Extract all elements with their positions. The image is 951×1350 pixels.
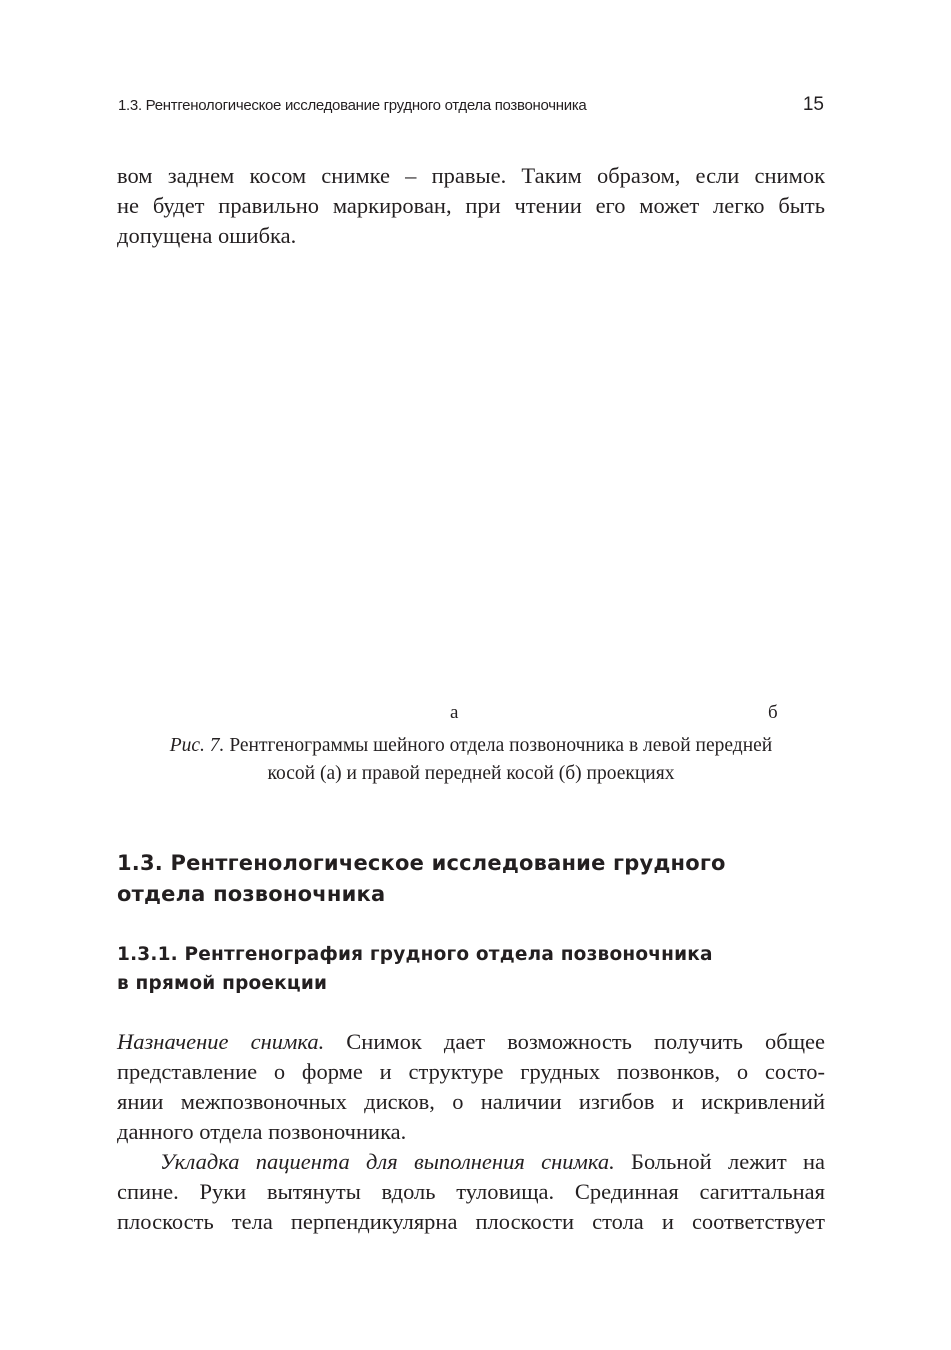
paragraph-line: плоскость тела перпендикулярна плоскости стола и соответствует [117,1209,825,1234]
paragraph-line [117,1147,825,1177]
section-heading [117,848,825,910]
purpose-lead: Назначение снимка. [117,1029,325,1054]
figure-image-area [117,262,825,692]
figure-caption-prefix: Рис. 7. [169,735,225,756]
figure-caption-text: Рентгенограммы шейного отдела позвоночника в левой передней [224,735,773,756]
page-number: 15 [802,94,824,115]
section-heading-line: отдела позвоночника [117,882,386,906]
purpose-line-rest: Снимок дает возможность получить общее [324,1029,825,1054]
positioning-line-rest: Больной лежит на [614,1149,826,1174]
section-heading-line: 1.3. Рентгенологическое исследование грудного [117,851,726,875]
intro-paragraph [117,161,825,251]
figure-label-a: а [450,702,459,723]
figure-caption [117,732,825,788]
subsection-heading-line: в прямой проекции [117,973,328,994]
running-header-title: 1.3. Рентгенологическое исследование грудного отдела позвоночника [118,97,587,114]
figure-label-b: б [768,702,778,723]
paragraph-line: вом заднем косом снимке – правые. Таким образом, если снимок [117,163,825,188]
paragraph-line: янии межпозвоночных дисков, о наличии изгибов и искривлений [117,1089,825,1114]
paragraph-line: допущена ошибка. [117,223,297,248]
main-text [117,1027,825,1237]
running-header [118,94,824,120]
paragraph-line: спине. Руки вытянуты вдоль туловища. Срединная сагиттальная [117,1179,825,1204]
subsection-heading-line: 1.3.1. Рентгенография грудного отдела позвоночника [117,944,713,965]
figure-caption-line: косой (а) и правой передней косой (б) проекциях [267,763,675,784]
subsection-heading [117,940,825,998]
paragraph-line: представление о форме и структуре грудных позвонков, о состо- [117,1059,825,1084]
paragraph-line [117,1027,825,1057]
paragraph-line: не будет правильно маркирован, при чтении его может легко быть [117,193,825,218]
paragraph-line: данного отдела позвоночника. [117,1119,407,1144]
positioning-lead: Укладка пациента для выполнения снимка. [160,1149,615,1174]
figure-caption-line [117,732,825,760]
